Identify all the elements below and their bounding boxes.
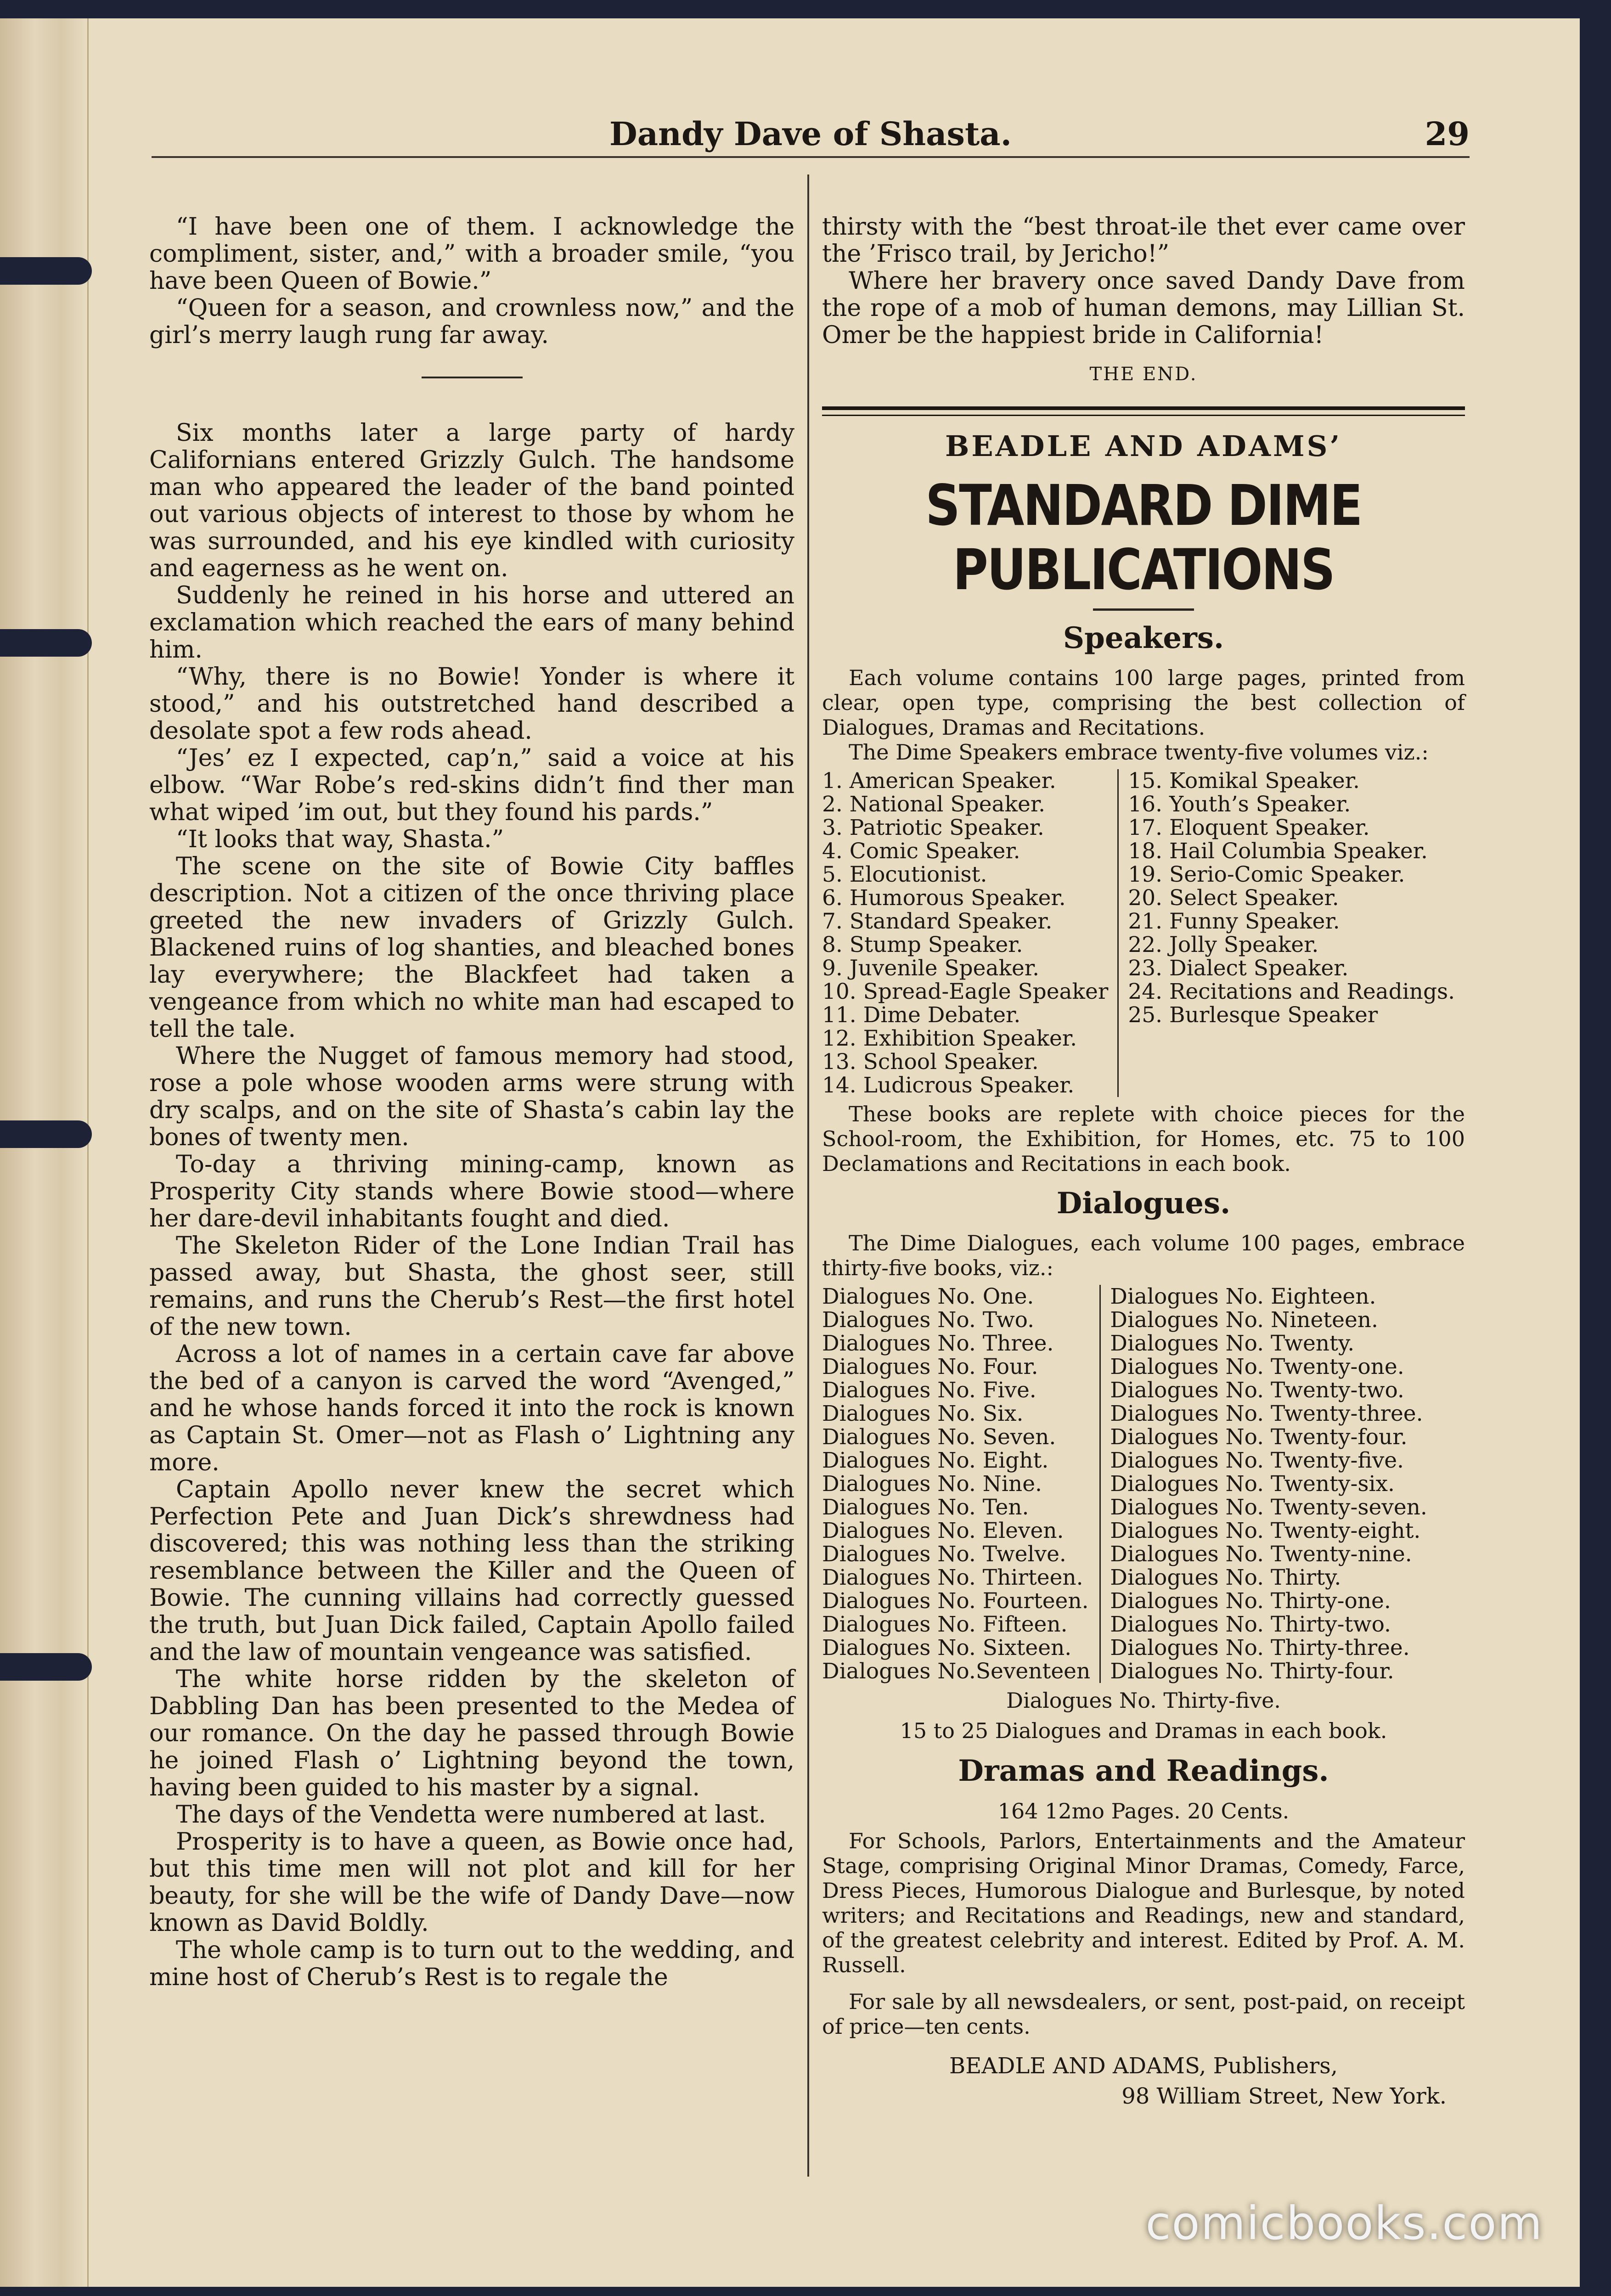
speaker-list-item: 23. Dialect Speaker. <box>1128 956 1349 981</box>
speakers-list-left <box>822 769 1119 1097</box>
dialogues-list-left <box>822 1285 1101 1683</box>
speaker-list-item: 6. Humorous Speaker. <box>822 885 1066 911</box>
dialogue-list-item: Dialogues No. Thirty-four. <box>1110 1659 1394 1684</box>
speaker-list-item: 12. Exhibition Speaker. <box>822 1026 1077 1051</box>
dialogue-list-item: Dialogues No. Two. <box>822 1307 1035 1333</box>
dialogues-last-item: Dialogues No. Thirty-five. <box>1006 1688 1281 1713</box>
page-binding <box>0 18 89 2287</box>
dialogue-list-item: Dialogues No. Six. <box>822 1401 1024 1426</box>
binding-stitch <box>0 1120 92 1148</box>
speaker-list-item: 2. National Speaker. <box>822 792 1046 817</box>
dialogue-list-item: Dialogues No. Twenty-two. <box>1110 1378 1404 1403</box>
story-paragraph: Where her bravery once saved Dandy Dave from the rope of a mob of human demons, may Lillian St. Omer be the happiest bride in California! <box>822 267 1465 349</box>
dialogue-list-item: Dialogues No. Thirty-one. <box>1110 1588 1391 1614</box>
speaker-list-item: 10. Spread-Eagle Speaker <box>822 979 1109 1004</box>
story-paragraph: The Skeleton Rider of the Lone Indian Trail has passed away, but Shasta, the ghost seer, still remains, and runs the Cherub’s Rest—the first hotel of the new town. <box>149 1232 794 1341</box>
dramas-heading: Dramas and Readings. <box>958 1754 1329 1788</box>
story-paragraph: “Why, there is no Bowie! Yonder is where it stood,” and his outstretched hand described a desolate spot a few rods ahead. <box>149 663 794 745</box>
publisher-signature: BEADLE AND ADAMS, Publishers, <box>949 2053 1338 2079</box>
speaker-list-item: 22. Jolly Speaker. <box>1128 932 1319 957</box>
story-paragraph: Where the Nugget of famous memory had stood, rose a pole whose wooden arms were strung with dry scalps, and on the site of Shasta’s cabin lay the bones of twenty men. <box>149 1042 794 1151</box>
story-paragraph: “It looks that way, Shasta.” <box>176 826 504 853</box>
the-end-label: THE END. <box>1089 364 1198 385</box>
speakers-list-right <box>1119 769 1455 1097</box>
dialogues-intro: The Dime Dialogues, each volume 100 pages, embrace thirty-five books, viz.: <box>822 1231 1465 1280</box>
publisher-address: 98 William Street, New York. <box>1121 2083 1447 2109</box>
dialogues-list-right <box>1101 1285 1427 1683</box>
dialogue-list-item: Dialogues No. Fourteen. <box>822 1588 1089 1614</box>
story-paragraph: “Jes’ ez I expected, cap’n,” said a voice at his elbow. “War Robe’s red-skins didn’t find ther man what wiped ’im out, but they found his pards.” <box>149 744 794 826</box>
story-paragraph: The white horse ridden by the skeleton of Dabbling Dan has been presented to the Medea of our romance. On the day he passed through Bowie he joined Flash o’ Lightning beyond the town, having been guided to his master by a signal. <box>149 1666 794 1801</box>
dialogue-list-item: Dialogues No. Nineteen. <box>1110 1307 1379 1333</box>
speaker-list-item: 5. Elocutionist. <box>822 862 987 887</box>
speaker-list-item: 13. School Speaker. <box>822 1049 1039 1075</box>
dialogue-list-item: Dialogues No. Five. <box>822 1378 1036 1403</box>
speaker-list-item: 7. Standard Speaker. <box>822 909 1053 934</box>
dialogue-list-item: Dialogues No.Seventeen <box>822 1659 1091 1684</box>
dialogues-list <box>822 1285 1465 1683</box>
story-paragraph: Suddenly he reined in his horse and uttered an exclamation which reached the ears of many behind him. <box>149 582 794 664</box>
story-paragraph: “I have been one of them. I acknowledge the compliment, sister, and,” with a broader smile, “you have been Queen of Bowie.” <box>149 213 794 295</box>
running-header <box>152 115 1470 158</box>
running-title: Dandy Dave of Shasta. <box>609 115 1012 153</box>
dialogue-list-item: Dialogues No. Eight. <box>822 1448 1049 1473</box>
dialogue-list-item: Dialogues No. Fifteen. <box>822 1612 1068 1637</box>
speakers-embrace: The Dime Speakers embrace twenty-five volumes viz.: <box>849 740 1429 765</box>
story-paragraph: thirsty with the “best throat-ile thet ever came over the ’Frisco trail, by Jericho!” <box>822 213 1465 268</box>
dialogues-note: 15 to 25 Dialogues and Dramas in each book. <box>900 1718 1387 1743</box>
publisher-heading: BEADLE AND ADAMS’ <box>945 429 1342 463</box>
speakers-list <box>822 769 1465 1097</box>
story-paragraph: To-day a thriving mining-camp, known as Prosperity City stands where Bowie stood—where her dare-devil inhabitants fought and died. <box>149 1151 794 1232</box>
speaker-list-item: 18. Hail Columbia Speaker. <box>1128 838 1428 864</box>
dialogue-list-item: Dialogues No. Four. <box>822 1354 1038 1379</box>
section-break-rule <box>422 377 523 378</box>
dialogue-list-item: Dialogues No. Twenty-four. <box>1110 1424 1408 1450</box>
speaker-list-item: 3. Patriotic Speaker. <box>822 815 1044 840</box>
speaker-list-item: 8. Stump Speaker. <box>822 932 1023 957</box>
dialogue-list-item: Dialogues No. Twenty. <box>1110 1331 1355 1356</box>
book-page <box>0 18 1580 2287</box>
dramas-body: For Schools, Parlors, Entertainments and the Amateur Stage, comprising Original Minor Dramas, Comedy, Farce, Dress Pieces, Humorous Dialogue and Burlesque, by noted writers; and Recitations and Readings, new and standard, of the greatest celebrity and interest. Edited by Prof. A. M. Russell. <box>822 1829 1465 1977</box>
dialogue-list-item: Dialogues No. Thirty-two. <box>1110 1612 1391 1637</box>
page-number: 29 <box>1425 115 1470 153</box>
speaker-list-item: 25. Burlesque Speaker <box>1128 1002 1378 1028</box>
dialogue-list-item: Dialogues No. Thirteen. <box>822 1565 1083 1590</box>
speaker-list-item: 1. American Speaker. <box>822 768 1056 793</box>
dialogue-list-item: Dialogues No. Twelve. <box>822 1542 1066 1567</box>
speaker-list-item: 14. Ludicrous Speaker. <box>822 1073 1075 1098</box>
dialogue-list-item: Dialogues No. Nine. <box>822 1471 1042 1497</box>
dramas-subhead: 164 12mo Pages. 20 Cents. <box>997 1799 1290 1823</box>
dialogue-list-item: Dialogues No. Twenty-nine. <box>1110 1542 1412 1567</box>
dialogue-list-item: Dialogues No. Ten. <box>822 1495 1029 1520</box>
binding-stitch <box>0 257 92 285</box>
speakers-intro: Each volume contains 100 large pages, printed from clear, open type, comprising the best collection of Dialogues, Dramas and Recitations. <box>822 665 1465 740</box>
dialogue-list-item: Dialogues No. Twenty-one. <box>1110 1354 1404 1379</box>
story-paragraph: The scene on the site of Bowie City baffles description. Not a citizen of the once thriving place greeted the new invaders of Grizzly Gulch. Blackened ruins of log shanties, and bleached bones lay everywhere; the Blackfeet had taken a vengeance from which no white man had escaped to tell the tale. <box>149 853 794 1043</box>
dialogue-list-item: Dialogues No. Sixteen. <box>822 1635 1072 1660</box>
speaker-list-item: 20. Select Speaker. <box>1128 885 1339 911</box>
dialogue-list-item: Dialogues No. Twenty-five. <box>1110 1448 1404 1473</box>
site-watermark: comicbooks.com <box>1145 2196 1543 2250</box>
dialogue-list-item: Dialogues No. Thirty-three. <box>1110 1635 1410 1660</box>
story-paragraph: The whole camp is to turn out to the wedding, and mine host of Cherub’s Rest is to regale the <box>149 1936 794 1991</box>
speakers-heading: Speakers. <box>1063 621 1224 655</box>
speaker-list-item: 9. Juvenile Speaker. <box>822 956 1040 981</box>
speakers-note: These books are replete with choice pieces for the School-room, the Exhibition, for Homes, etc. 75 to 100 Declamations and Recitations in each book. <box>822 1102 1465 1176</box>
story-paragraph: Six months later a large party of hardy Californians entered Grizzly Gulch. The handsome man who appeared the leader of the band pointed out various objects of interest to those by whom he was surrounded, and his eye kindled with curiosity and eagerness as he went on. <box>149 419 794 582</box>
story-column <box>149 214 794 1991</box>
story-paragraph: The days of the Vendetta were numbered at last. <box>176 1801 766 1829</box>
dialogue-list-item: Dialogues No. Eleven. <box>822 1518 1064 1543</box>
advert-top-rule <box>822 406 1465 416</box>
binding-stitch <box>0 629 92 657</box>
speaker-list-item: 11. Dime Debater. <box>822 1002 1021 1028</box>
right-column <box>822 214 1465 2111</box>
dialogue-list-item: Dialogues No. Three. <box>822 1331 1054 1356</box>
story-paragraph: Prosperity is to have a queen, as Bowie once had, but this time men will not plot and kill for her beauty, for she will be the wife of Dandy Dave—now known as David Boldly. <box>149 1828 794 1937</box>
sale-note: For sale by all newsdealers, or sent, post-paid, on receipt of price—ten cents. <box>822 1989 1465 2039</box>
speaker-list-item: 21. Funny Speaker. <box>1128 909 1340 934</box>
speaker-list-item: 16. Youth’s Speaker. <box>1128 792 1351 817</box>
dialogue-list-item: Dialogues No. Eighteen. <box>1110 1284 1376 1309</box>
speaker-list-item: 15. Komikal Speaker. <box>1128 768 1360 793</box>
dialogue-list-item: Dialogues No. Twenty-six. <box>1110 1471 1395 1497</box>
speaker-list-item: 19. Serio-Comic Speaker. <box>1128 862 1405 887</box>
speaker-list-item: 24. Recitations and Readings. <box>1128 979 1455 1004</box>
dialogue-list-item: Dialogues No. Twenty-three. <box>1110 1401 1423 1426</box>
speaker-list-item: 17. Eloquent Speaker. <box>1128 815 1370 840</box>
dialogue-list-item: Dialogues No. Thirty. <box>1110 1565 1341 1590</box>
column-divider <box>807 174 809 2177</box>
dialogues-heading: Dialogues. <box>1056 1186 1231 1221</box>
title-rule <box>1093 608 1194 611</box>
dialogue-list-item: Dialogues No. Twenty-eight. <box>1110 1518 1421 1543</box>
story-paragraph: Captain Apollo never knew the secret which Perfection Pete and Juan Dick’s shrewdness had discovered; this was nothing less than the striking resemblance between the Killer and the Queen of Bowie. The cunning villains had correctly guessed the truth, but Juan Dick failed, Captain Apollo failed and the law of mountain vengeance was satisfied. <box>149 1476 794 1666</box>
dialogue-list-item: Dialogues No. One. <box>822 1284 1034 1309</box>
speaker-list-item: 4. Comic Speaker. <box>822 838 1020 864</box>
binding-stitch <box>0 1653 92 1681</box>
dialogue-list-item: Dialogues No. Seven. <box>822 1424 1056 1450</box>
advert-title: STANDARD DIME PUBLICATIONS <box>925 473 1362 602</box>
story-paragraph: “Queen for a season, and crownless now,” and the girl’s merry laugh rung far away. <box>149 294 794 349</box>
story-paragraph: Across a lot of names in a certain cave far above the bed of a canyon is carved the word “Avenged,” and he whose hands forced it into the rock is known as Captain St. Omer—not as Flash o’ Lightning any more. <box>149 1340 794 1476</box>
dialogue-list-item: Dialogues No. Twenty-seven. <box>1110 1495 1427 1520</box>
